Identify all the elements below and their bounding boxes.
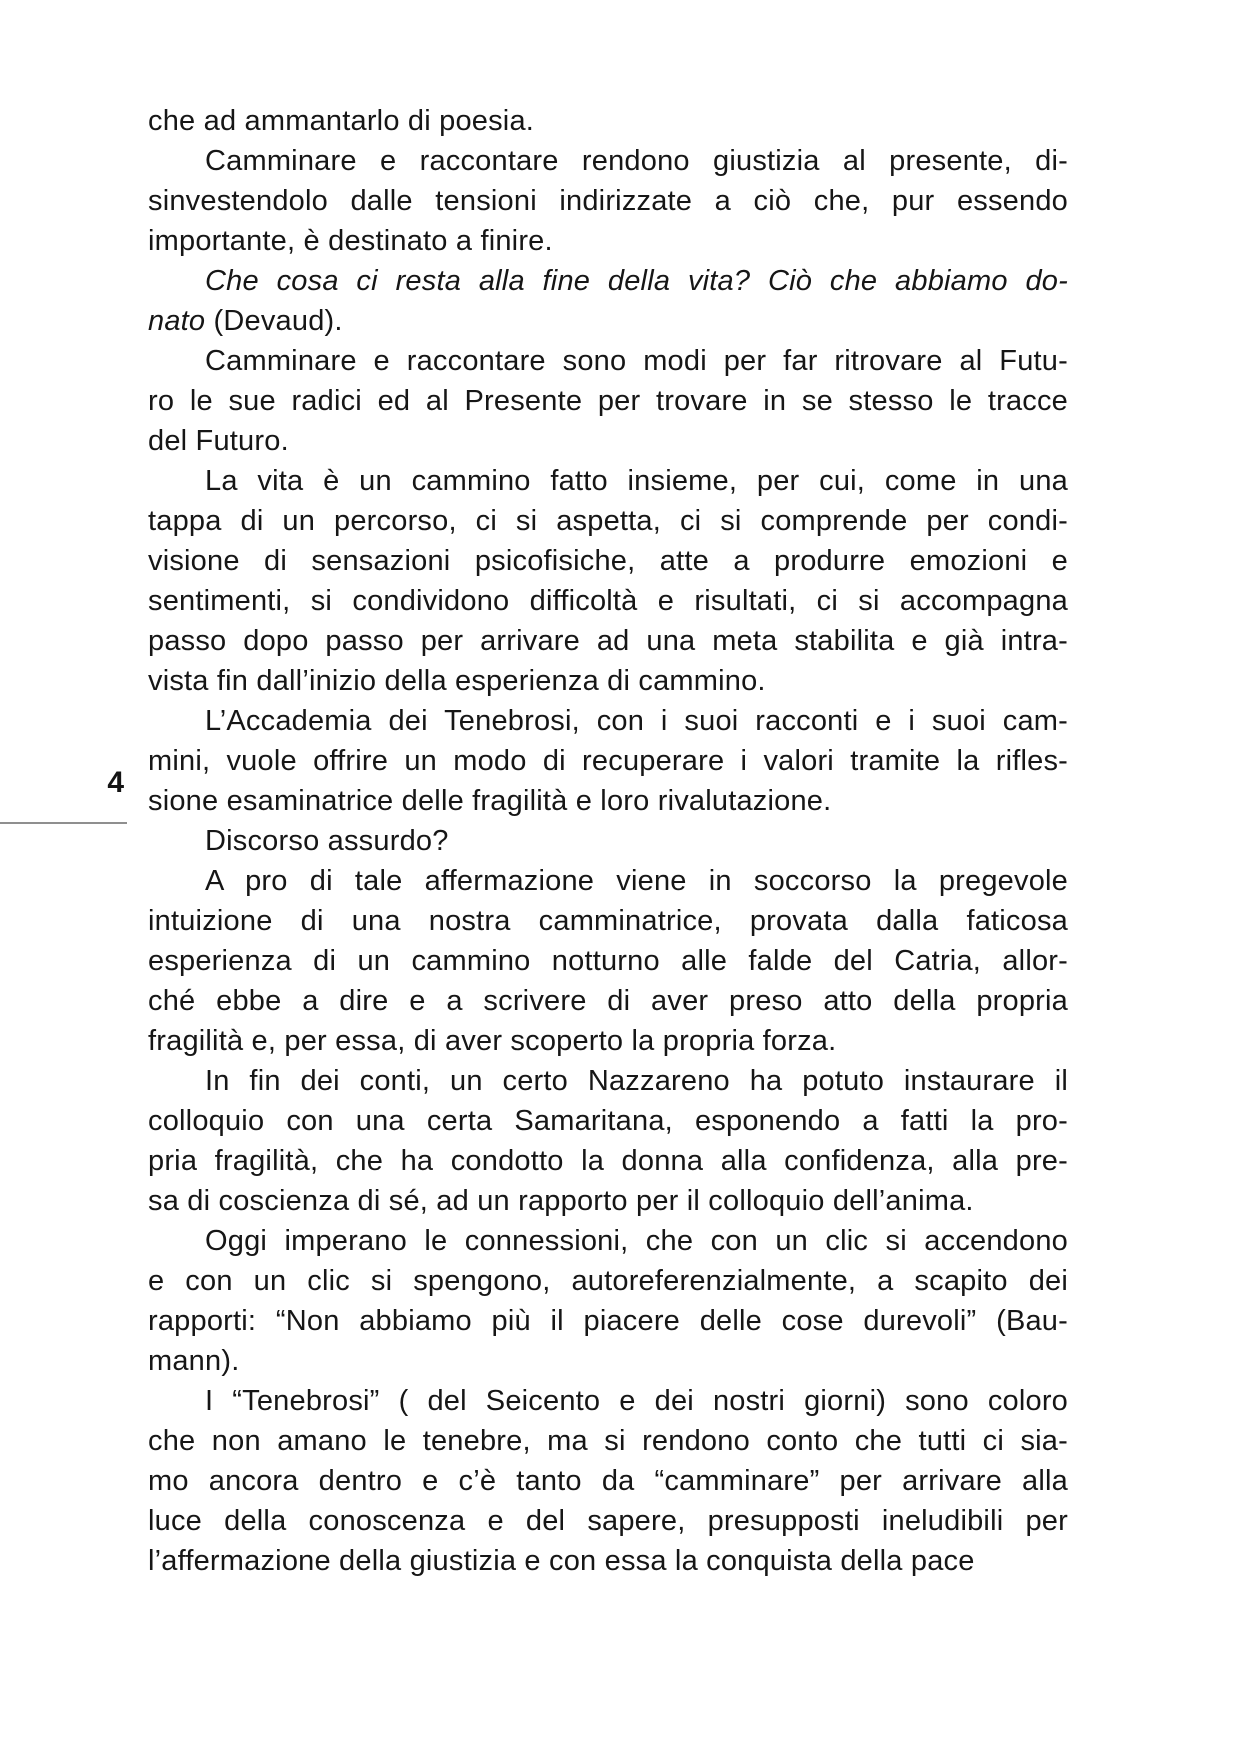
text-line (148, 781, 1068, 821)
paragraph (148, 1381, 1068, 1581)
text-segment: A pro di tale affermazione viene in soccorso la pregevole (205, 865, 1068, 897)
text-line (148, 381, 1068, 421)
text-segment: e con un clic si spengono, autoreferenzialmente, a scapito dei (148, 1265, 1068, 1297)
text-segment: rapporti: “Non abbiamo più il piacere delle cose durevoli” (Bau- (148, 1305, 1068, 1337)
text-segment: passo dopo passo per arrivare ad una meta stabilita e già intra- (148, 625, 1068, 657)
text-segment: visione di sensazioni psicofisiche, atte a produrre emozioni e (148, 545, 1068, 577)
body-text (148, 101, 1068, 1581)
paragraph (148, 861, 1068, 1061)
paragraph (148, 701, 1068, 821)
text-line (148, 741, 1068, 781)
text-segment: che ad ammantarlo di poesia. (148, 105, 535, 137)
text-segment: sa di coscienza di sé, ad un rapporto per il colloquio dell’anima. (148, 1185, 974, 1217)
text-segment: l’affermazione della giustizia e con essa la conquista della pace (148, 1545, 975, 1577)
text-line (148, 101, 1068, 141)
text-line (148, 501, 1068, 541)
paragraph (148, 461, 1068, 701)
text-segment: Oggi imperano le connessioni, che con un clic si accendono (205, 1225, 1068, 1257)
paragraph (148, 1221, 1068, 1381)
text-line (148, 1501, 1068, 1541)
italic-text-segment: Che cosa ci resta alla fine della vita? Ciò che abbiamo do- (205, 265, 1068, 297)
paragraph (148, 341, 1068, 461)
text-segment: ro le sue radici ed al Presente per trovare in se stesso le tracce (148, 385, 1068, 417)
text-line (148, 581, 1068, 621)
text-line (148, 1181, 1068, 1221)
text-line (148, 461, 1068, 501)
text-segment: L’Accademia dei Tenebrosi, con i suoi racconti e i suoi cam- (205, 705, 1068, 737)
text-segment: tappa di un percorso, ci si aspetta, ci si comprende per condi- (148, 505, 1068, 537)
text-line (148, 341, 1068, 381)
text-line (148, 1101, 1068, 1141)
text-segment: Discorso assurdo? (205, 825, 449, 857)
paragraph (148, 821, 1068, 861)
text-segment: La vita è un cammino fatto insieme, per cui, come in una (205, 465, 1068, 497)
text-line (148, 1461, 1068, 1501)
text-line (148, 1381, 1068, 1421)
text-line (148, 1221, 1068, 1261)
text-segment: mini, vuole offrire un modo di recuperare i valori tramite la rifles- (148, 745, 1068, 777)
text-line (148, 981, 1068, 1021)
text-segment: mann). (148, 1345, 240, 1377)
text-segment: sinvestendolo dalle tensioni indirizzate a ciò che, pur essendo (148, 185, 1068, 217)
text-line (148, 621, 1068, 661)
paragraph (148, 101, 1068, 141)
text-segment: I “Tenebrosi” ( del Seicento e dei nostri giorni) sono coloro (205, 1385, 1068, 1417)
text-segment: Camminare e raccontare sono modi per far ritrovare al Futu- (205, 345, 1068, 377)
text-segment: vista fin dall’inizio della esperienza di cammino. (148, 665, 766, 697)
text-segment: pria fragilità, che ha condotto la donna alla confidenza, alla pre- (148, 1145, 1068, 1177)
text-segment: ché ebbe a dire e a scrivere di aver preso atto della propria (148, 985, 1068, 1017)
text-segment: Camminare e raccontare rendono giustizia al presente, di- (205, 145, 1068, 177)
text-segment: sentimenti, si condividono difficoltà e risultati, ci si accompagna (148, 585, 1068, 617)
page-number-rule (0, 822, 127, 824)
text-segment: (Devaud). (205, 305, 343, 337)
text-line (148, 261, 1068, 301)
paragraph (148, 261, 1068, 341)
text-line (148, 1341, 1068, 1381)
italic-text-segment: nato (148, 305, 206, 337)
text-line (148, 1421, 1068, 1461)
text-line (148, 941, 1068, 981)
text-segment: luce della conoscenza e del sapere, presupposti ineludibili per (148, 1505, 1068, 1537)
text-segment: mo ancora dentro e c’è tanto da “camminare” per arrivare alla (148, 1465, 1068, 1497)
text-segment: colloquio con una certa Samaritana, esponendo a fatti la pro- (148, 1105, 1068, 1137)
text-segment: fragilità e, per essa, di aver scoperto la propria forza. (148, 1025, 837, 1057)
text-line (148, 1061, 1068, 1101)
text-segment: sione esaminatrice delle fragilità e loro rivalutazione. (148, 785, 832, 817)
text-line (148, 861, 1068, 901)
text-segment: che non amano le tenebre, ma si rendono conto che tutti ci sia- (148, 1425, 1068, 1457)
text-line (148, 301, 1068, 341)
text-segment: del Futuro. (148, 425, 289, 457)
text-line (148, 1301, 1068, 1341)
text-line (148, 421, 1068, 461)
text-line (148, 701, 1068, 741)
text-segment: importante, è destinato a finire. (148, 225, 553, 257)
text-line (148, 661, 1068, 701)
text-segment: In fin dei conti, un certo Nazzareno ha potuto instaurare il (205, 1065, 1068, 1097)
text-segment: intuizione di una nostra camminatrice, provata dalla faticosa (148, 905, 1068, 937)
text-line (148, 1541, 1068, 1581)
text-segment: esperienza di un cammino notturno alle falde del Catria, allor- (148, 945, 1068, 977)
text-line (148, 821, 1068, 861)
text-line (148, 1021, 1068, 1061)
text-line (148, 141, 1068, 181)
text-line (148, 1261, 1068, 1301)
page-number: 4 (107, 766, 124, 799)
text-line (148, 221, 1068, 261)
text-line (148, 901, 1068, 941)
text-line (148, 181, 1068, 221)
paragraph (148, 141, 1068, 261)
text-line (148, 1141, 1068, 1181)
paragraph (148, 1061, 1068, 1221)
text-line (148, 541, 1068, 581)
